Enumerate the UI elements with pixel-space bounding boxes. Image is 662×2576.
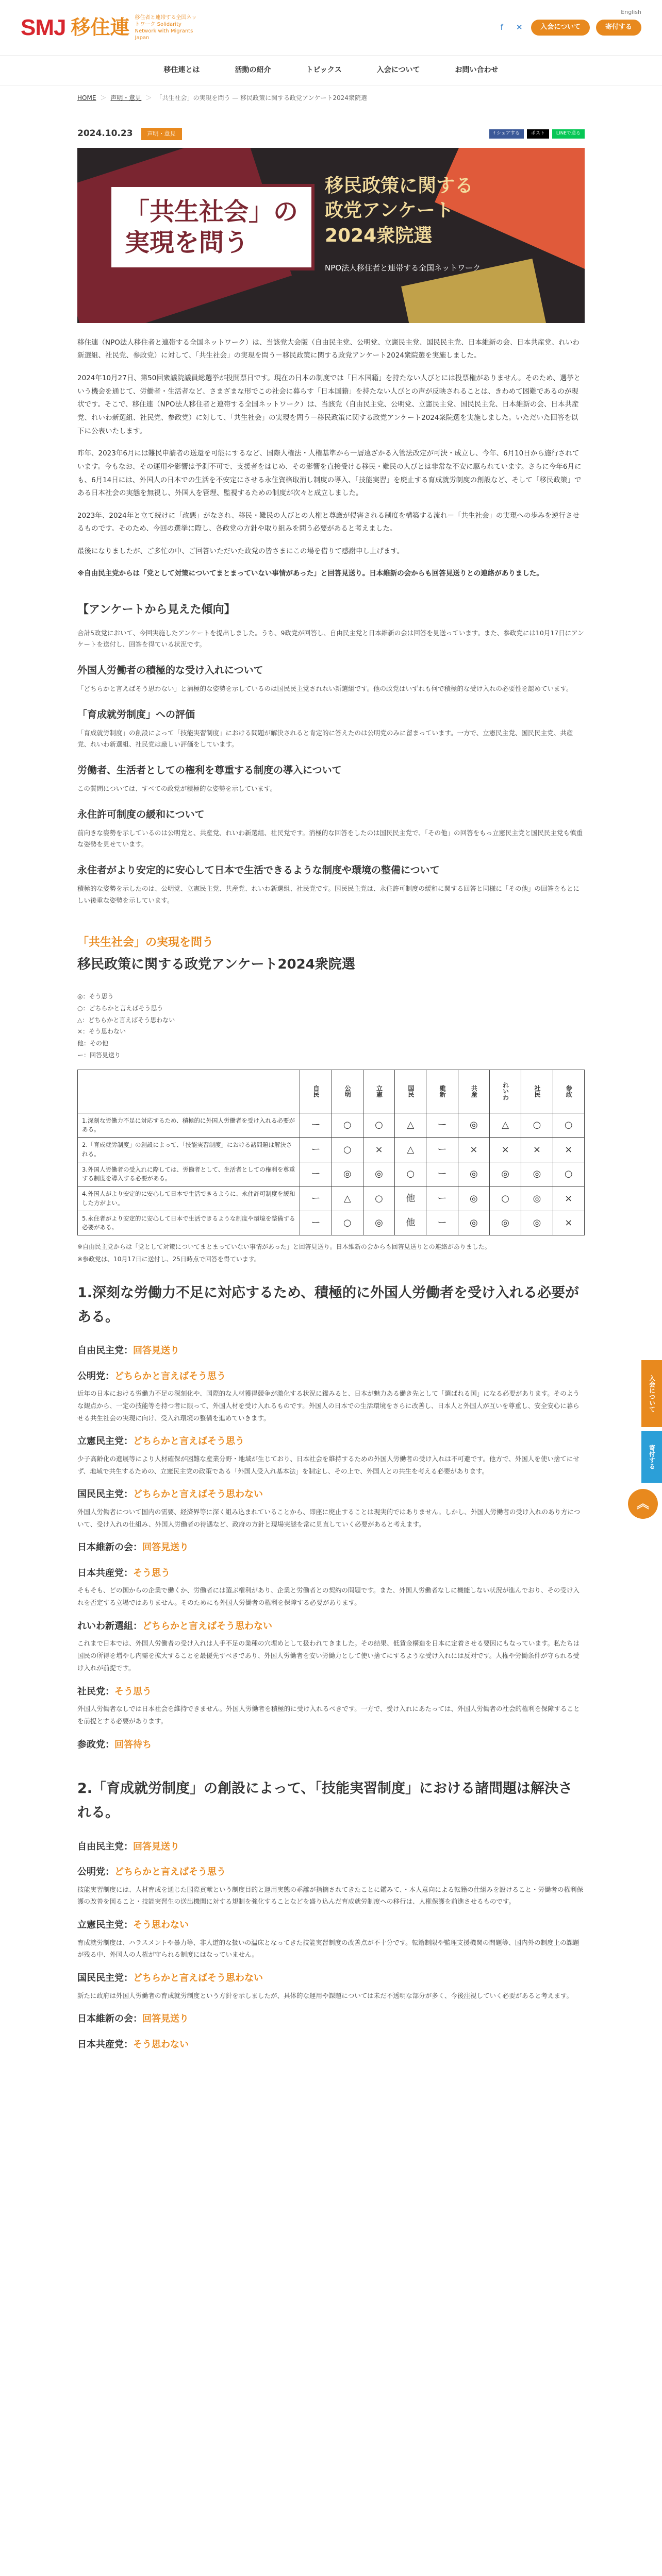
donate-button[interactable]: 寄付する (596, 20, 641, 36)
table-answer-cell: ◎ (363, 1211, 394, 1235)
hero-subtitle: 移民政策に関する 政党アンケート 2024衆院選 (325, 175, 474, 246)
table-question-cell: 5.永住者がより安定的に安心して日本で生活できるような制度や環境を整備する必要がある。 (78, 1211, 300, 1235)
article (0, 111, 662, 2053)
party-answer-text: これまで日本では、外国人労働者の受け入れは人手不足の業種の穴埋めとして扱われてきました。その結果、低賃金構造を日本に定着させる要因にもなっています。私たちは国民の所得を増やし内需を拡大することを最優先すべきであり、外国人労働者を安い労働力として使い捨てにするような受け入れには反対です。人権や労働条件が守られる受け入れが前提です。 (77, 1639, 580, 1672)
table-header-party: 国民 (395, 1070, 426, 1113)
table-answer-cell: ◎ (458, 1211, 489, 1235)
question-answers (77, 1343, 585, 1753)
party-name: 社民党： (77, 1686, 114, 1697)
party-answer-line (77, 2037, 585, 2053)
table-header-party: 社民 (521, 1070, 553, 1113)
question-heading: 2.「育成就労制度」の創設によって、「技能実習制度」における諸問題は解決される。 (77, 1781, 573, 1821)
table-answer-cell: ◎ (458, 1162, 489, 1187)
party-answer-line (77, 1565, 585, 1582)
table-answer-cell: ー (300, 1211, 332, 1235)
party-answer-line (77, 1917, 585, 1934)
party-answer-line (77, 1486, 585, 1503)
party-answer (77, 1970, 585, 2002)
table-answer-cell: ー (426, 1138, 458, 1162)
party-answer (77, 1433, 585, 1477)
table-answer-cell: × (521, 1138, 553, 1162)
party-answer-text: そもそも、どの国からの企業で働くか、労働者には選ぶ権利があり、企業と労働者との契約の問題です。また、外国人労働者なしに機能しない状況が進んでおり、その受け入れを否定する立場ではありません。そのためにも外国人労働者の権利を保障する必要があります。 (77, 1586, 580, 1607)
table-answer-cell: ○ (363, 1113, 394, 1138)
trend-item-text: この質問については、すべての政党が積極的な姿勢を示しています。 (77, 785, 277, 793)
table-question-cell: 1.深刻な労働力不足に対応するため、積極的に外国人労働者を受け入れる必要がある。 (78, 1113, 300, 1138)
legend-item: ◎：そう思う (77, 993, 114, 1001)
party-answer-value: どちらかと言えばそう思う (114, 1370, 226, 1382)
intro-paragraph: 昨年、2023年6月には難民申請者の送還を可能にするなど、国際人権法・人権基準から一層遠ざかる入管法改定が可決・成立し、今年、6月10日から施行されています。今もなお、その運用や影響は予測不可で、支援者をはじめ、その影響を直接受ける移民・難民の人びとは非常な不安に駆られています。さらに今年6月にも、6月14日には、外国人の日本での生活を不安定にさせる永住資格取消し制度の導入、「技能実習」を廃止する育成就労制度の創設など、そして「移民政策」である日本社会の実態を無視し、外国人を管理、監視するための制度が次々と成立しました。 (77, 449, 582, 498)
trend-heading: 【アンケートから見えた傾向】 (77, 603, 236, 617)
facebook-share-button[interactable]: f シェアする (489, 129, 524, 139)
party-name: 日本共産党： (77, 1567, 133, 1579)
table-answer-cell: ◎ (363, 1162, 394, 1187)
trend-item-text: 「どちらかと言えばそう思わない」と消極的な姿勢を示しているのは国民民主党されれい新選組です。他の政党はいずれも何で積極的な受け入れの必要性を認めています。 (77, 685, 573, 693)
table-answer-cell: ◎ (490, 1211, 521, 1235)
chevron-up-icon: ︽ (637, 1497, 649, 1511)
party-answer-value: 回答見送り (133, 1345, 179, 1357)
party-answer (77, 1565, 585, 1609)
breadcrumb-separator: ＞ (100, 94, 107, 101)
line-share-button[interactable]: LINEで送る (552, 129, 585, 139)
party-answer-value: そう思う (133, 1567, 170, 1579)
table-answer-cell: ー (426, 1187, 458, 1211)
table-question-cell: 3.外国人労働者の受入れに際しては、労働者として、生活者としての権利を尊重する制度を導入する必要がある。 (78, 1162, 300, 1187)
hero-main-title: 「共生社会」の 実現を問う (108, 184, 315, 270)
trend-lead: 合計5政党において、今回実施したアンケートを提出しました。うち、9政党が回答し、自由民主党と日本維新の会は回答を見送っています。また、参政党には10月17日にアンケートを送付し、回答を得ている状況です。 (77, 629, 584, 649)
party-answer (77, 1737, 585, 1753)
intro-paragraph: 2023年、2024年と立て続けに「改悪」がなされ、移民・難民の人びとの人権と尊厳が侵害される制度を構築する流れ－「共生社会」の実現への歩みを逆行させるものです。そのため、今回の選挙に際し、各政党の方針や取り組みを問う必要があると考えました。 (77, 511, 580, 533)
party-answer-line (77, 2011, 585, 2027)
party-name: 日本共産党： (77, 2039, 133, 2050)
trend-item-title: 外国人労働者の積極的な受け入れについて (77, 664, 263, 676)
x-share-button[interactable]: ポスト (527, 129, 549, 139)
party-answer-value: 回答見送り (142, 2013, 189, 2025)
table-answer-cell: × (553, 1187, 584, 1211)
intro-paragraph: 2024年10月27日、第50回衆議院議員総選挙が投開票日です。現在の日本の制度では「日本国籍」を持たない人びとには投票権がありません。そのため、選挙という機会を通じて、労働者・生活者など、さまざまな形でこの社会に暮らす「日本国籍」を持たない人びとの声が反映されることは、きわめて困難であるのが現状です。そこで、移住連（NPO法人移住者と連帯する全国ネットワーク）は、当該党（自由民主党、公明党、立憲民主党、国民民主党、日本維新の会、日本共産党、れいわ新選組、社民党、参政党）に対して、「共生社会」の実現を問う－移民政策に関する政党アンケート2024衆院選を実施しました。いただいた回答を以下に公表いたします。 (77, 374, 581, 435)
party-answer (77, 2037, 585, 2053)
language-link[interactable]: English (621, 9, 641, 15)
party-name: 参政党： (77, 1739, 114, 1750)
party-answer-text: 少子高齢化の進展等により人材確保が困難な産業分野・地域が生じており、日本社会を維持するための外国人労働者の受け入れは不可避です。他方で、外国人を使い捨てにせず、地域で共生するための、立憲民主党の政策である「外国人受入れ基本法」を制定し、その上で、外国人との共生を考える必要があります。 (77, 1454, 580, 1475)
party-answer-text: 外国人労働者について国内の需要、経済界等に深く組み込まれていることから、即座に廃止することは現実的ではありません。しかし、外国人労働者の受け入れのあり方について、受け入れの仕組み、外国人労働者の待遇など、政府の方針と現場実態を常に見直していく必要があると考えます。 (77, 1507, 581, 1528)
table-answer-cell: ○ (332, 1113, 363, 1138)
party-answer-text: 育成就労制度は、ハラスメントや暴力等、非人道的な扱いの温床となってきた技能実習制度の改善点が不十分です。転籍制限や監理支援機関の問題等、国内外の制度上の課題が残る中、外国人の人権が守られる制度にはなっていません。 (77, 1938, 580, 1959)
table-answer-cell: △ (490, 1113, 521, 1138)
party-answer (77, 1486, 585, 1530)
table-header-party: 公明 (332, 1070, 363, 1113)
table-answer-cell: ー (300, 1187, 332, 1211)
party-answer-value: 回答待ち (114, 1739, 152, 1750)
party-name: 立憲民主党： (77, 1436, 133, 1447)
party-answer-value: 回答見送り (133, 1841, 179, 1852)
table-row (78, 1211, 585, 1235)
table-answer-cell: ー (426, 1162, 458, 1187)
table-header-party: 参政 (553, 1070, 584, 1113)
legend-item: ー：回答見送り (77, 1052, 121, 1059)
party-answer-line (77, 1864, 585, 1880)
party-answer-text: 新たに政府は外国人労働者の育成就労制度という方針を示しましたが、具体的な運用や課題については未だ不透明な部分が多く、今後注視していく必要があると考えます。 (77, 1991, 573, 1999)
category-badge[interactable]: 声明・意見 (141, 128, 182, 140)
table-answer-cell: ー (300, 1138, 332, 1162)
share-buttons (489, 129, 585, 139)
table-row (78, 1162, 585, 1187)
party-name: 日本維新の会： (77, 1542, 142, 1553)
twitter-icon[interactable]: ✕ (516, 23, 523, 32)
join-button[interactable]: 入会について (531, 20, 590, 36)
party-answer-value: 回答見送り (142, 1542, 189, 1553)
nav-join[interactable]: 入会について (376, 66, 420, 75)
survey-subtitle: 移民政策に関する政党アンケート2024衆院選 (77, 956, 355, 972)
party-answer-line (77, 1839, 585, 1855)
table-header-row (78, 1070, 585, 1113)
table-answer-cell: × (458, 1138, 489, 1162)
party-name: 国民民主党： (77, 1973, 133, 1984)
table-header-party: 共産 (458, 1070, 489, 1113)
breadcrumb-home[interactable]: HOME (77, 94, 96, 101)
legend-item: 他：その他 (77, 1040, 109, 1047)
table-answer-cell: ○ (521, 1113, 553, 1138)
side-join-tab[interactable]: 入会について (641, 1360, 662, 1427)
table-answer-cell: △ (332, 1187, 363, 1211)
table-answer-cell: ◎ (458, 1187, 489, 1211)
trend-item-title: 永住者がより安定的に安心して日本で生活できるような制度や環境の整備について (77, 864, 440, 876)
legend-item: ×：そう思わない (77, 1028, 126, 1036)
table-footnote: ※自由民主党からは「党として対策についてまとまっていない事情があった」と回答見送り。日本維新の会からも回答見送りとの連絡がありました。 (77, 1243, 491, 1251)
table-header-party: れいわ (490, 1070, 521, 1113)
answer-legend (77, 991, 585, 1061)
trend-item-text: 「育成就労制度」の創設によって「技能実習制度」における問題が解決されると肯定的に答えたのは公明党のみに留まっています。一方で、立憲民主党、国民民主党、共産党、れいわ新選組、社民党は厳しい評価をしています。 (77, 728, 573, 749)
table-answer-cell: ○ (363, 1187, 394, 1211)
party-answer (77, 2011, 585, 2027)
table-answer-cell: ー (300, 1113, 332, 1138)
table-question-cell: 2.「育成就労制度」の創設によって、「技能実習制度」における諸問題は解決される。 (78, 1138, 300, 1162)
table-answer-cell: ー (300, 1162, 332, 1187)
table-answer-cell: ー (426, 1113, 458, 1138)
side-donate-tab[interactable]: 寄付する (641, 1431, 662, 1483)
party-answer-line (77, 1618, 585, 1635)
table-header-party: 自民 (300, 1070, 332, 1113)
site-logo[interactable] (21, 8, 197, 47)
party-name: 自由民主党： (77, 1345, 133, 1357)
breadcrumb-category[interactable]: 声明・意見 (110, 94, 142, 101)
party-name: 国民民主党： (77, 1489, 133, 1500)
party-answer (77, 1618, 585, 1674)
party-answer-value: どちらかと言えばそう思わない (142, 1620, 272, 1632)
table-question-cell: 4.外国人がより安定的に安心して日本で生活できるように、永住許可制度を緩和した方がよい。 (78, 1187, 300, 1211)
question-answers (77, 1839, 585, 2053)
table-answer-cell: ◎ (332, 1162, 363, 1187)
trend-item-title: 永住許可制度の緩和について (77, 808, 205, 820)
note-text: ※自由民主党からは「党として対策についてまとまっていない事情があった」と回答見送り。日本維新の会からも回答見送りとの連絡がありました。 (77, 569, 543, 578)
nav-topics[interactable]: トピックス (306, 66, 342, 75)
party-answer-text: 技能実習制度には、人材育成を通じた国際貢献という制度目的と運用実態の乖離が指摘されてきたことに鑑みて、・本人意向による転籍の仕組みを設けること・労働者の権利保護の改善を図ること・技能実習生の送出機関に対する規制を強化することなどを盛り込んだ育成就労制度への移行は、人権保護を前進させるものです。 (77, 1885, 584, 1906)
main-nav (0, 56, 662, 86)
article-date: 2024.10.23 (77, 128, 133, 139)
table-answer-cell: ◎ (521, 1211, 553, 1235)
breadcrumb (0, 86, 662, 111)
table-answer-cell: ○ (490, 1187, 521, 1211)
party-answer-text: 外国人労働者なしでは日本社会を維持できません。外国人労働者を積極的に受け入れるべきです。一方で、受け入れにあたっては、外国人労働者の社会的権利を保障することを前提とする必要があります。 (77, 1705, 580, 1725)
party-answer-value: どちらかと言えばそう思う (114, 1867, 226, 1878)
table-answer-cell: ○ (553, 1113, 584, 1138)
nav-contact[interactable]: お問い合わせ (455, 66, 499, 75)
trend-item-title: 「育成就労制度」への評価 (77, 708, 195, 720)
party-answer-line (77, 1343, 585, 1359)
party-answer (77, 1864, 585, 1908)
table-answer-cell: × (363, 1138, 394, 1162)
party-answer (77, 1343, 585, 1359)
survey-title: 「共生社会」の実現を問う (77, 936, 214, 950)
party-answer (77, 1917, 585, 1961)
party-answer-value: そう思わない (133, 2039, 189, 2050)
logo-subtitle: 移住者と連帯する全国ネットワーク Solidarity Network with Migrants Japan (135, 14, 197, 41)
hero-banner (77, 148, 585, 323)
question-heading: 1.深刻な労働力不足に対応するため、積極的に外国人労働者を受け入れる必要がある。 (77, 1284, 579, 1325)
table-answer-cell: × (553, 1211, 584, 1235)
site-header (0, 0, 662, 56)
logo-mark: SMJ (21, 15, 66, 40)
table-answer-cell: 他 (395, 1187, 426, 1211)
intro-paragraph: 最後になりましたが、ご多忙の中、ご回答いただいた政党の皆さまにこの場を借りて感謝申し上げます。 (77, 547, 404, 556)
breadcrumb-current: 「共生社会」の実現を問う — 移民政策に関する政党アンケート2024衆院選 (156, 94, 367, 101)
table-answer-cell: × (490, 1138, 521, 1162)
table-row (78, 1138, 585, 1162)
facebook-icon[interactable]: f (500, 23, 503, 32)
intro-paragraph: 移住連（NPO法人移住者と連帯する全国ネットワーク）は、当該党大会版（自由民主党、公明党、立憲民主党、国民民主党、日本維新の会、日本共産党、れいわ新選組、社民党、参政党）に対して、「共生社会」の実現を問う－移民政策に関する政党アンケート2024衆院選を実施しました。 (77, 338, 580, 360)
trend-item-title: 労働者、生活者としての権利を尊重する制度の導入について (77, 764, 342, 776)
nav-about[interactable]: 移住連とは (163, 66, 200, 75)
legend-item: △：どちらかと言えばそう思わない (77, 1016, 175, 1024)
party-name: 日本維新の会： (77, 2013, 142, 2025)
legend-item: ○：どちらかと言えばそう思う (77, 1004, 163, 1012)
party-answer-value: そう思わない (133, 1920, 189, 1931)
table-answer-cell: △ (395, 1113, 426, 1138)
logo-jp: 移住連 (71, 16, 130, 39)
table-header-party: 維新 (426, 1070, 458, 1113)
article-meta (77, 126, 585, 142)
table-header-party: 立憲 (363, 1070, 394, 1113)
hero-organization: NPO法人移住者と連帯する全国ネットワーク (325, 263, 481, 273)
party-answer (77, 1539, 585, 1556)
party-name: れいわ新選組： (77, 1620, 142, 1632)
table-answer-cell: ◎ (490, 1162, 521, 1187)
party-answer (77, 1839, 585, 1855)
table-answer-cell: ◎ (521, 1187, 553, 1211)
table-answer-cell: ○ (332, 1211, 363, 1235)
trend-item-text: 前向きな姿勢を示しているのは公明党と、共産党、れいわ新選組、社民党です。消極的な回答をしたのは国民民主党で、「その他」の回答をもっ立憲民主党と国民民主党も慎重な姿勢を見せています。 (77, 828, 583, 849)
party-answer-line (77, 1970, 585, 1987)
party-answer-line (77, 1684, 585, 1700)
table-answer-cell: ○ (553, 1162, 584, 1187)
table-answer-cell: △ (395, 1138, 426, 1162)
party-name: 自由民主党： (77, 1841, 133, 1852)
party-name: 公明党： (77, 1867, 114, 1878)
party-answer-value: そう思う (114, 1686, 152, 1697)
trend-item-text: 積極的な姿勢を示したのは、公明党、立憲民主党、共産党、れいわ新選組、社民党です。国民民主党は、永住許可制度の緩和に関する回答と同様に「その他」の回答をもとにしい後重な姿勢を示しています。 (77, 885, 580, 904)
breadcrumb-separator: ＞ (145, 94, 152, 101)
party-answer-line (77, 1539, 585, 1556)
table-answer-cell: × (553, 1138, 584, 1162)
table-row (78, 1187, 585, 1211)
table-row (78, 1113, 585, 1138)
party-answer-text: 近年の日本における労働力不足の深刻化や、国際的な人材獲得競争が激化する状況に鑑みると、日本が魅力ある働き先として「選ばれる国」になる必要があります。そのような観点から、一定の技能等を持つ者に限って、外国人材を受け入れるものです。外国人の日本での生活環境をさらに改善し、日本人と外国人が互いを尊重し、安全安心に暮らせる共生社会の実現に向け、受入れ環境の整備を進めていきます。 (77, 1389, 580, 1422)
back-to-top-button[interactable] (628, 1489, 658, 1519)
party-answer-line (77, 1368, 585, 1385)
table-header-question (78, 1070, 300, 1113)
table-answer-cell: ○ (395, 1162, 426, 1187)
party-answer (77, 1368, 585, 1425)
party-answer-value: どちらかと言えばそう思わない (133, 1489, 263, 1500)
table-answer-cell: 他 (395, 1211, 426, 1235)
nav-activities[interactable]: 活動の紹介 (235, 66, 271, 75)
table-footnote: ※参政党は、10月17日に送付し、25日時点で回答を得ています。 (77, 1255, 260, 1263)
table-answer-cell: ○ (332, 1138, 363, 1162)
party-name: 立憲民主党： (77, 1920, 133, 1931)
party-answer-value: どちらかと言えばそう思う (133, 1436, 244, 1447)
party-answer (77, 1684, 585, 1727)
table-answer-cell: ー (426, 1211, 458, 1235)
party-name: 公明党： (77, 1370, 114, 1382)
party-answer-line (77, 1737, 585, 1753)
table-answer-cell: ◎ (458, 1113, 489, 1138)
party-answer-value: どちらかと言えばそう思わない (133, 1973, 263, 1984)
survey-result-table (77, 1070, 585, 1236)
table-answer-cell: ◎ (521, 1162, 553, 1187)
party-answer-line (77, 1433, 585, 1450)
